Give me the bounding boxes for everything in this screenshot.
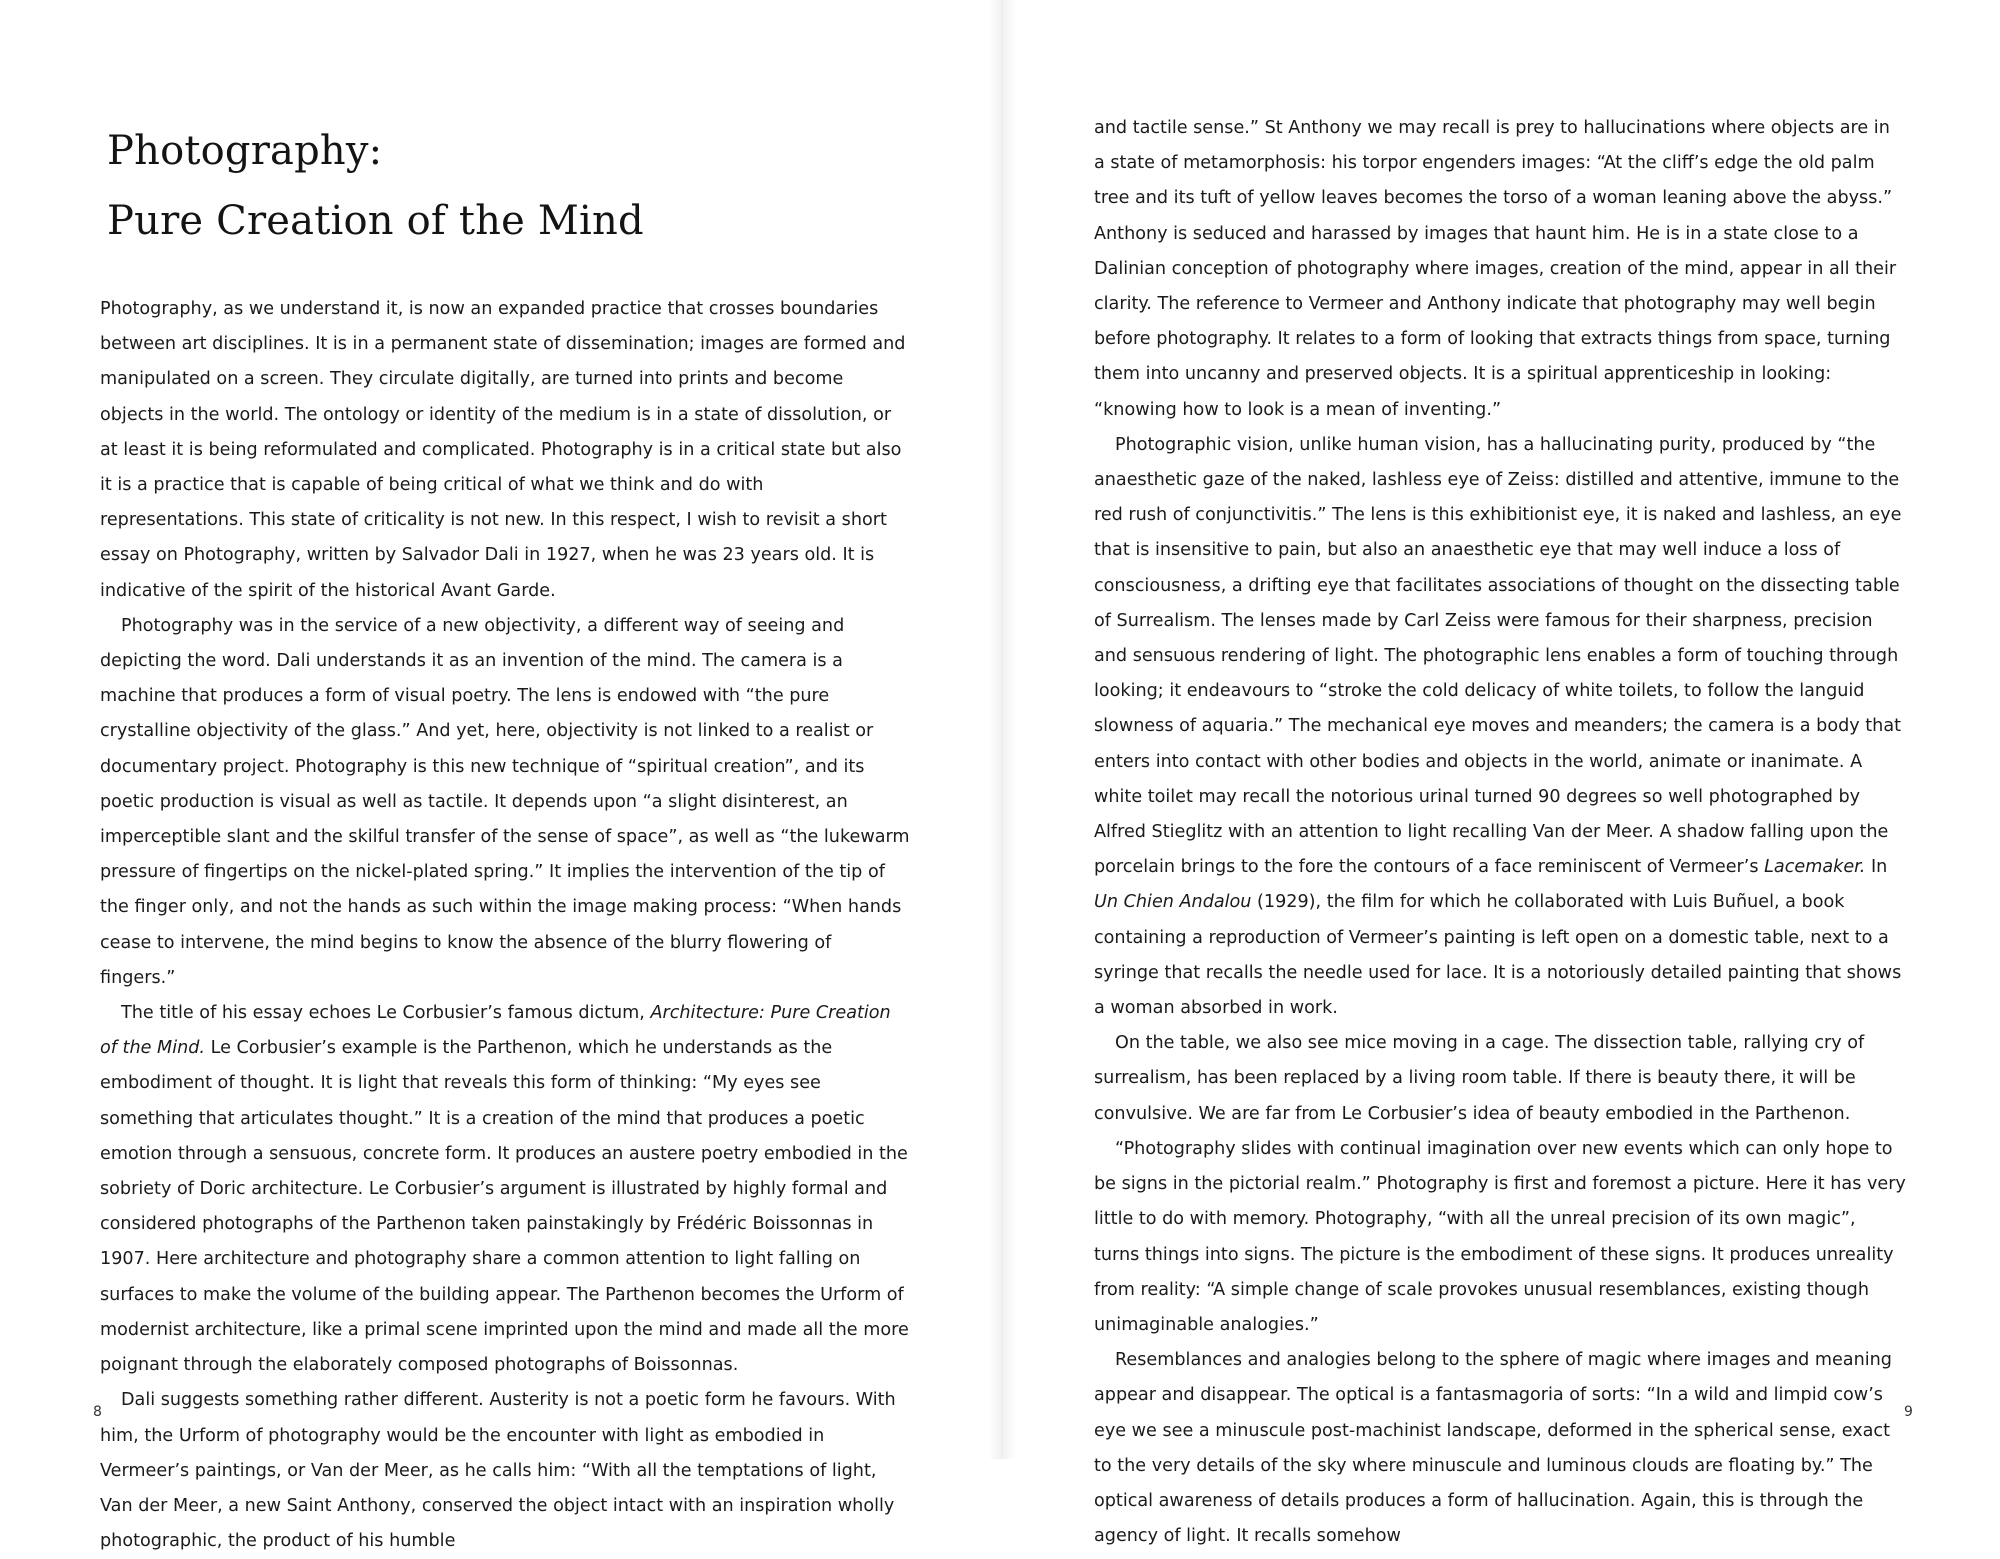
paragraph: “Photography slides with continual imagination over new events which can only hope to be signs in the pictorial realm.” Photography is first and foremost a picture. Here it has very little to do with memory. Photography, “with all the unreal precision of its own magic”, turns things into signs. The picture is the embodiment of these signs. It produces unreality from reality: “A simple change of scale provokes unusual resemblances, existing though unimaginable analogies.” [1094, 1138, 1906, 1335]
page-number: 9 [1904, 1404, 1913, 1420]
title-line-1: Photography: [107, 128, 383, 174]
paragraph-text: The title of his essay echoes Le Corbusier’s famous dictum, [121, 1003, 651, 1024]
left-text-column [100, 292, 912, 1559]
painting-title: Lacemaker. [1764, 857, 1866, 878]
paragraph: Photography was in the service of a new objectivity, a different way of seeing and depicting the word. Dali understands it as an invention of the mind. The camera is a machine that produces a form of visual poetry. The lens is endowed with “the pure crystalline objectivity of the glass.” And yet, here, objectivity is not linked to a realist or documentary project. Photography is this new technique of “spiritual creation”, and its poetic production is visual as well as tactile. It depends upon “a slight disinterest, an imperceptible slant and the skilful transfer of the sense of space”, as well as “the lukewarm pressure of fingertips on the nickel-plated spring.” It implies the intervention of the tip of the finger only, and not the hands as such within the image making process: “When hands cease to intervene, the mind begins to know the absence of the blurry flowering of fingers.” [100, 615, 910, 988]
paragraph: Photography, as we understand it, is now an expanded practice that crosses boundaries between art disciplines. It is in a permanent state of dissemination; images are formed and manipulated on a screen. They circulate digitally, are turned into prints and become objects in the world. The ontology or identity of the medium is in a state of dissolution, or at least it is being reformulated and complicated. Photography is in a critical state but also it is a practice that is capable of being critical of what we think and do with representations. This state of criticality is not new. In this respect, I wish to revisit a short essay on Photography, written by Salvador Dali in 1927, when he was 23 years old. It is indicative of the spirit of the historical Avant Garde. [100, 299, 906, 601]
paragraph [100, 996, 912, 1383]
right-text-column [1094, 111, 1906, 1554]
paragraph-text: Photographic vision, unlike human vision, has a hallucinating purity, produced by “the anaesthetic gaze of the naked, lashless eye of Zeiss: distilled and attentive, immune to the red rush of conjunctivitis.” The lens is this exhibitionist eye, it is naked and lashless, an eye that is insensitive to pain, but also an anaesthetic eye that may well induce a loss of consciousness, a drifting eye that facilitates associations of thought on the dissecting table of Surrealism. The lenses made by Carl Zeiss were famous for their sharpness, precision and sensuous rendering of light. The photographic lens enables a form of touching through looking; it endeavours to “stroke the cold delicacy of white toilets, to follow the languid slowness of aquaria.” The mechanical eye moves and meanders; the camera is a body that enters into contact with other bodies and objects in the world, animate or inanimate. A white toilet may recall the notorious urinal turned 90 degrees so well photographed by Alfred Stieglitz with an attention to light recalling Van der Meer. A shadow falling upon the porcelain brings to the fore the contours of a face reminiscent of Vermeer’s [1094, 434, 1902, 878]
paragraph-text: Le Corbusier’s example is the Parthenon, which he understands as the embodiment of thought. It is light that reveals this form of thinking: “My eyes see something that articulates thought.” It is a creation of the mind that produces a poetic emotion through a sensuous, concrete form. It produces an austere poetry embodied in the sobriety of Doric architecture. Le Corbusier’s argument is illustrated by highly formal and considered photographs of the Parthenon taken painstakingly by Frédéric Boissonnas in 1907. Here architecture and photography share a common attention to light falling on surfaces to make the volume of the building appear. The Parthenon becomes the Urform of modernist architecture, like a primal scene imprinted upon the mind and made all the more poignant through the elaborately composed photographs of Boissonnas. [100, 1038, 909, 1376]
page-number: 8 [93, 1404, 102, 1420]
essay-title-citation: Architecture: Pure Creation of the Mind. [100, 1003, 891, 1059]
paragraph-text: (1929), the film for which he collaborated with Luis Buñuel, a book containing a reproduction of Vermeer’s painting is left open on a domestic table, next to a syringe that recalls the needle used for lace. It is a notoriously detailed painting that shows a woman absorbed in work. [1094, 892, 1902, 1019]
right-page [1000, 0, 2000, 1547]
book-gutter [988, 0, 1016, 1459]
paragraph [1094, 428, 1906, 1026]
paragraph-text: In [1865, 857, 1888, 878]
title-line-2: Pure Creation of the Mind [107, 198, 644, 244]
paragraph: Resemblances and analogies belong to the sphere of magic where images and meaning appear and disappear. The optical is a fantasmagoria of sorts: “In a wild and limpid cow’s eye we see a minuscule post-machinist landscape, deformed in the spherical sense, exact to the very details of the sky where minuscule and luminous clouds are floating by.” The optical awareness of details produces a form of hallucination. Again, this is through the agency of light. It recalls somehow [1094, 1350, 1892, 1547]
left-page [0, 0, 1000, 1552]
film-title: Un Chien Andalou [1094, 892, 1252, 913]
page-title [107, 116, 644, 256]
paragraph: On the table, we also see mice moving in a cage. The dissection table, rallying cry of surrealism, has been replaced by a living room table. If there is beauty there, it will be convulsive. We are far from Le Corbusier’s idea of beauty embodied in the Parthenon. [1094, 1033, 1865, 1124]
paragraph: and tactile sense.” St Anthony we may recall is prey to hallucinations where objects are in a state of metamorphosis: his torpor engenders images: “At the cliff’s edge the old palm tree and its tuft of yellow leaves becomes the torso of a woman leaning above the abyss.” Anthony is seduced and harassed by images that haunt him. He is in a state close to a Dalinian conception of photography where images, creation of the mind, appear in all their clarity. The reference to Vermeer and Anthony indicate that photography may well begin before photography. It relates to a form of looking that extracts things from space, turning them into uncanny and preserved objects. It is a spiritual apprenticeship in looking: “knowing how to look is a mean of inventing.” [1094, 118, 1897, 420]
paragraph: Dali suggests something rather different. Austerity is not a poetic form he favours. With him, the Urform of photography would be the encounter with light as embodied in Vermeer’s paintings, or Van der Meer, as he calls him: “With all the temptations of light, Van der Meer, a new Saint Anthony, conserved the object intact with an inspiration wholly photographic, the product of his humble [100, 1390, 896, 1552]
